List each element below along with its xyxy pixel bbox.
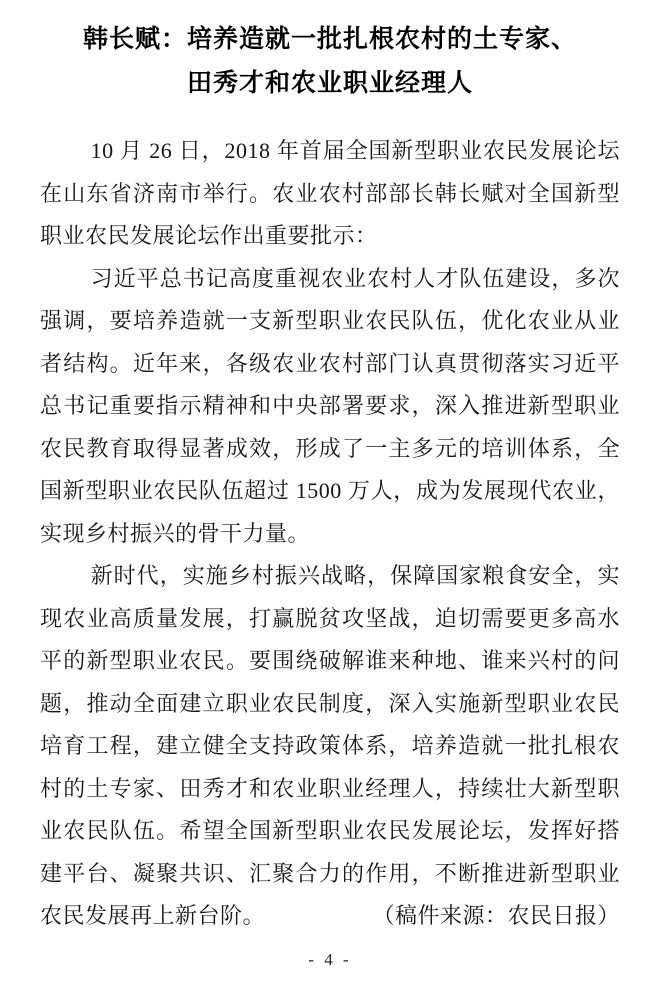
paragraph-1 xyxy=(40,130,620,258)
page-number: - 4 - xyxy=(308,950,352,969)
paragraph-2-text: 习近平总书记高度重视农业农村人才队伍建设，多次强调，要培养造就一支新型职业农民队伍，优化农业从业者结构。近年来，各级农业农村部门认真贯彻落实习近平总书记重要指示精神和中央部署要求，深入推进新型职业农民教育取得显著成效，形成了一主多元的培训体系，全国新型职业农民队伍超过 1500 万人，成为发展现代农业，实现乡村振兴的骨干力量。 xyxy=(40,265,620,546)
paragraph-3 xyxy=(40,555,620,938)
source-note: （稿件来源：农民日报） xyxy=(372,903,620,928)
page-title xyxy=(0,0,660,106)
page-title-line-1: 韩长赋：培养造就一批扎根农村的土专家、 xyxy=(82,26,577,53)
page-title-line-2: 田秀才和农业职业经理人 xyxy=(186,70,473,97)
document-body xyxy=(40,130,620,938)
paragraph-3-text: 新时代，实施乡村振兴战略，保障国家粮食安全，实现农业高质量发展，打赢脱贫攻坚战，迫切需要更多高水平的新型职业农民。要围绕破解谁来种地、谁来兴村的问题，推动全面建立职业农民制度，深入实施新型职业农民培育工程，建立健全支持政策体系，培养造就一批扎根农村的土专家、田秀才和农业职业经理人，持续壮大新型职业农民队伍。希望全国新型职业农民发展论坛，发挥好搭建平台、凝聚共识、汇聚合力的作用，不断推进新型职业农民发展再上新台阶。 xyxy=(40,563,620,928)
paragraph-2 xyxy=(40,258,620,556)
paragraph-1-text: 10 月 26 日，2018 年首届全国新型职业农民发展论坛在山东省济南市举行。农业农村部部长韩长赋对全国新型职业农民发展论坛作出重要批示： xyxy=(40,138,620,248)
